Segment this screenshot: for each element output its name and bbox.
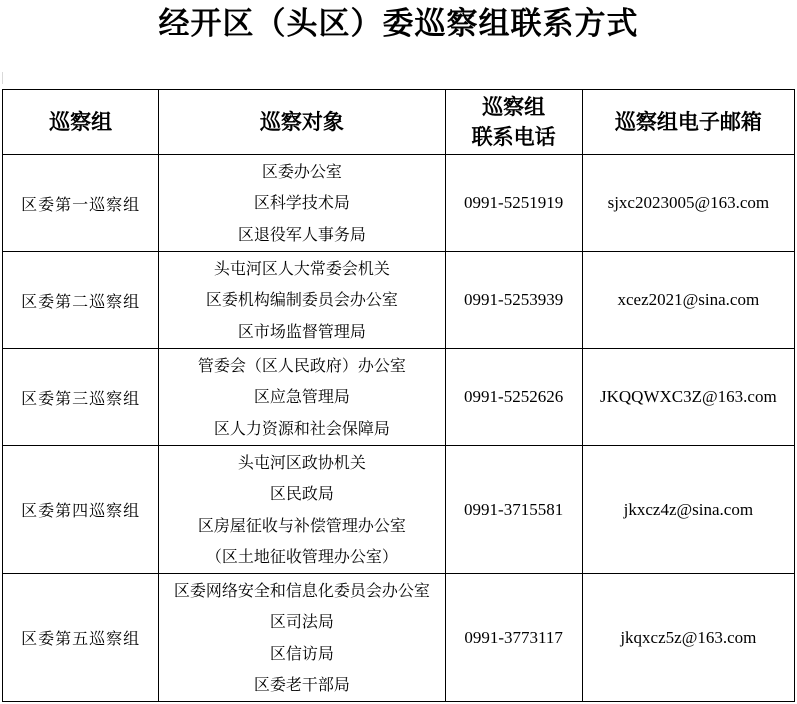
target-cell: [159, 446, 445, 574]
phone-cell: 0991-5251919: [445, 155, 582, 252]
target-item: 区房屋征收与补偿管理办公室: [197, 515, 406, 535]
table-row: [3, 252, 795, 349]
target-item: 区司法局: [269, 612, 334, 631]
target-item: 管委会（区人民政府）办公室: [197, 355, 406, 375]
target-item: （区土地征收管理办公室）: [205, 547, 398, 566]
phone-cell: 0991-5252626: [445, 349, 582, 446]
header-email: 巡察组电子邮箱: [582, 90, 794, 155]
target-item: 区退役军人事务局: [237, 224, 366, 244]
table-header-row: [3, 90, 795, 155]
target-cell: [159, 349, 445, 446]
phone-cell: 0991-3715581: [445, 446, 582, 574]
email-cell: jkqxcz5z@163.com: [582, 574, 794, 702]
page-title: 经开区（头区）委巡察组联系方式: [158, 6, 639, 42]
header-phone-line1: 巡察组: [482, 94, 546, 119]
target-item: 区市场监督管理局: [237, 321, 366, 341]
email-cell: xcez2021@sina.com: [582, 252, 794, 349]
phone-cell: 0991-3773117: [445, 574, 582, 702]
header-target: 巡察对象: [159, 90, 445, 155]
table-row: [3, 155, 795, 252]
email-cell: sjxc2023005@163.com: [582, 155, 794, 252]
email-cell: JKQQWXC3Z@163.com: [582, 349, 794, 446]
target-item: 头屯河区人大常委会机关: [213, 258, 390, 278]
target-cell: [159, 155, 445, 252]
group-cell: 区委第三巡察组: [3, 349, 159, 446]
phone-cell: 0991-5253939: [445, 252, 582, 349]
target-item: 区委网络安全和信息化委员会办公室: [173, 580, 430, 600]
email-cell: jkxcz4z@sina.com: [582, 446, 794, 574]
group-cell: 区委第四巡察组: [3, 446, 159, 574]
target-item: 区应急管理局: [253, 387, 350, 407]
table-row: [3, 349, 795, 446]
target-item: 区委老干部局: [253, 675, 350, 694]
target-item: 区民政局: [269, 484, 334, 503]
table-row: [3, 446, 795, 574]
target-item: 区委办公室: [261, 161, 342, 181]
group-cell: 区委第五巡察组: [3, 574, 159, 702]
margin-mark: [2, 72, 3, 84]
target-item: 区委机构编制委员会办公室: [205, 290, 398, 310]
table-row: [3, 574, 795, 702]
target-cell: [159, 574, 445, 702]
target-item: 区科学技术局: [253, 193, 350, 213]
header-phone-line2: 联系电话: [471, 124, 556, 149]
header-group: 巡察组: [3, 90, 159, 155]
target-cell: [159, 252, 445, 349]
target-item: 区人力资源和社会保障局: [213, 418, 390, 438]
header-phone: [445, 90, 582, 155]
group-cell: 区委第二巡察组: [3, 252, 159, 349]
target-item: 区信访局: [269, 643, 334, 663]
contacts-table: [2, 89, 795, 702]
target-item: 头屯河区政协机关: [237, 452, 366, 472]
group-cell: 区委第一巡察组: [3, 155, 159, 252]
